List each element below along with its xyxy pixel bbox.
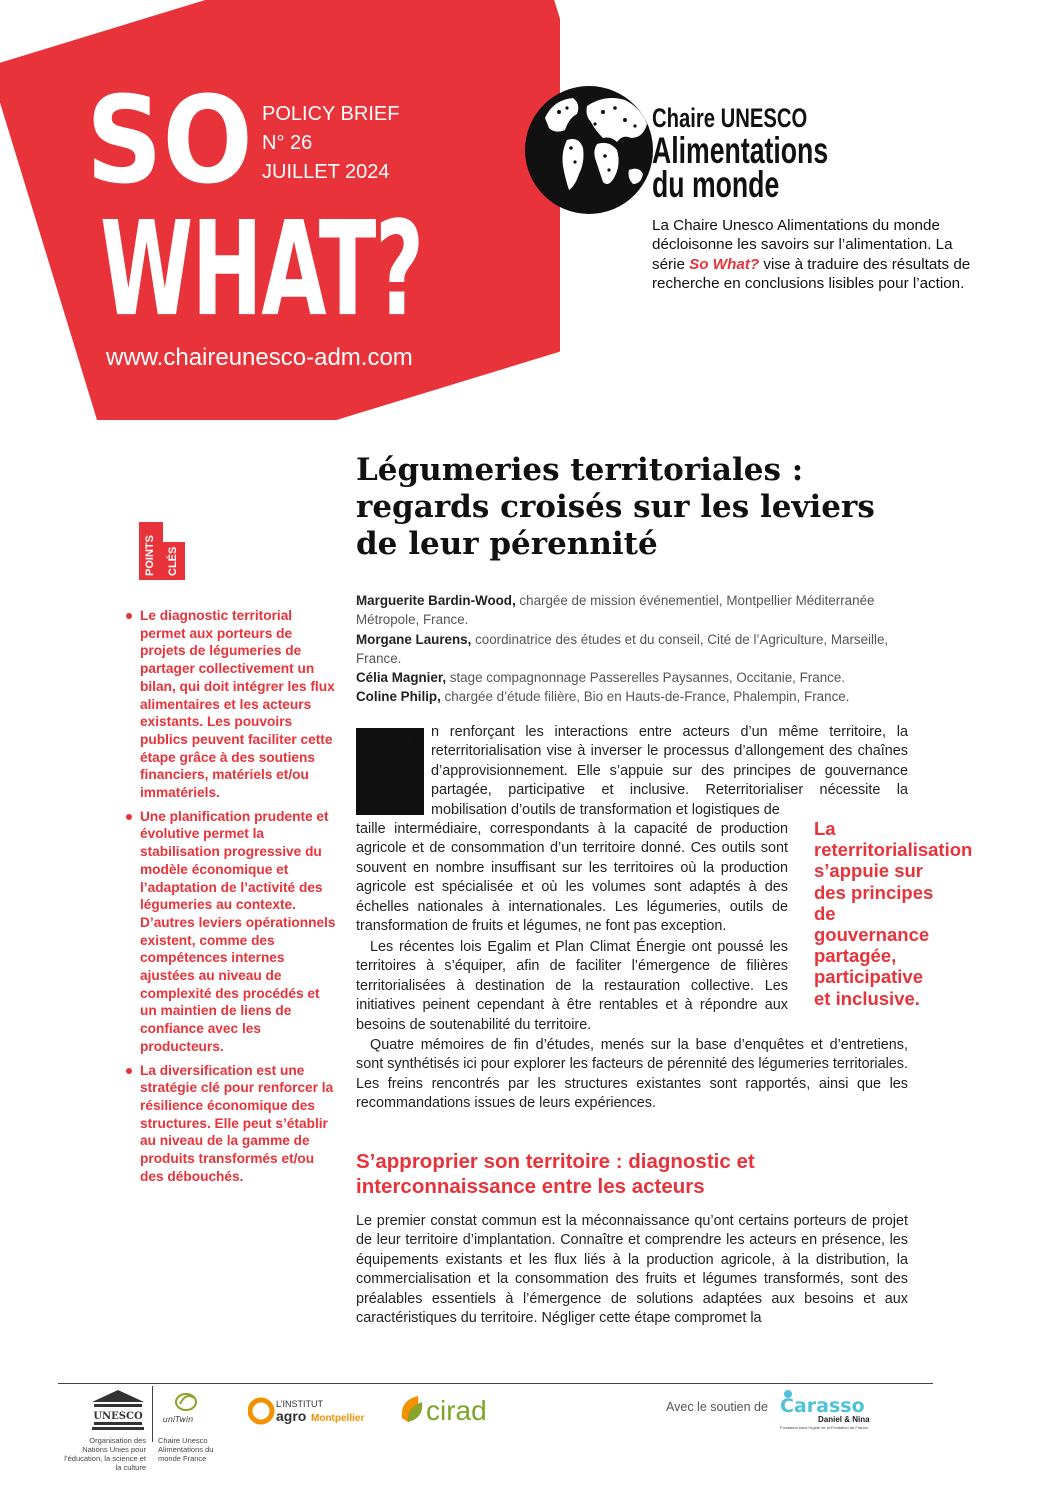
unitwin-caption: Chaire Unesco Alimentations du monde France: [158, 1436, 214, 1463]
support-label: Avec le soutien de: [666, 1400, 768, 1414]
what-word: WHAT?: [100, 193, 423, 346]
author-name: Coline Philip,: [356, 689, 441, 705]
footer-divider: [58, 1383, 933, 1384]
cirad-wordmark: cirad: [426, 1395, 487, 1426]
carasso-logo: [778, 1386, 870, 1432]
institut-line: L’INSTITUT: [276, 1399, 324, 1409]
author-role: chargée d’étude filière, Bio en Hauts-de-France, Phalempin, France.: [440, 689, 850, 705]
author-name: Marguerite Bardin-Wood,: [356, 593, 516, 608]
issue-date: JUILLET 2024: [262, 161, 390, 183]
carasso-caption: Fondation sous l’égide de la Fondation de France: [780, 1425, 868, 1430]
author-entry: [356, 668, 911, 687]
drop-cap: [356, 728, 424, 815]
section-heading: S’approprier son territoire : diagnostic et interconnaissance entre les acteurs: [356, 1150, 755, 1198]
unesco-temple-icon: [86, 1388, 150, 1432]
author-name: Célia Magnier,: [356, 670, 447, 686]
website-link[interactable]: www.chaireunesco-adm.com: [106, 344, 413, 371]
issue-number: N° 26: [262, 132, 313, 154]
key-points-tag-line1: POINTS: [144, 535, 156, 576]
paragraph-studies: Quatre mémoires de fin d’études, menés sur la base d’enquêtes et d’entretiens, sont synthétisés ici pour explorer les facteurs de pérennité des légumeries territoriales. Les freins rencontrés par les structures existantes sont rapportés, ainsi que les recommandations issues de leurs expériences.: [356, 1037, 908, 1112]
author-role: stage compagnonnage Passerelles Paysannes, Occitanie, France.: [446, 670, 846, 686]
intro-series-name: So What?: [689, 255, 760, 273]
author-role: chargée de mission événementiel, Montpellier Méditerranée Métropole, France.: [356, 593, 875, 628]
pull-quote: La reterritorialisation s’appuie sur des principes de gouvernance partagée, participative et inclusive.: [814, 818, 973, 1009]
unitwin-logo: [156, 1388, 216, 1432]
so-word: SO: [86, 69, 253, 211]
intro-text-end: vise à traduire des résultats de recherche en conclusions lisibles pour l’action.: [652, 255, 971, 293]
policy-brief-label: POLICY BRIEF: [262, 103, 400, 125]
footer-logo-separator: [152, 1386, 153, 1442]
author-entry: [356, 591, 911, 630]
key-point-item: Une planification prudente et évolutive permet la stabilisation progressive du modèle économique et l’adaptation de l’activité des légumeries au contexte. D’autres leviers opérationnels existent, comme des compétences internes ajustées au niveau de complexité des procédés et un maintien de liens de confiance avec les producteurs.: [126, 808, 336, 1056]
author-entry: [356, 687, 911, 706]
carasso-wordmark: Carasso: [780, 1395, 865, 1417]
unesco-caption: Organisation des Nations Unies pour l’éducation, la science et la culture: [64, 1436, 146, 1472]
key-point-item: Le diagnostic territorial permet aux porteurs de projets de légumeries de partager collectivement un bilan, qui doit intégrer les flux alimentaires et les acteurs existants. Les pouvoirs publics peuvent faciliter cette étape grâce à des soutiens financiers, matériels et/ou immatériels.: [126, 607, 336, 802]
drop-cap-letter: E: [356, 728, 424, 815]
logo-line1: Chaire UNESCO: [652, 103, 808, 133]
carasso-subtitle: Daniel & Nina: [818, 1415, 870, 1424]
page-title: Légumeries territoriales : regards croisés sur les leviers de leur pérennité: [356, 452, 875, 562]
unitwin-leaf-icon: [156, 1388, 216, 1432]
unesco-wordmark: UNESCO: [93, 1411, 143, 1422]
key-point-item: La diversification est une stratégie clé pour renforcer la résilience économique des structures. Elle peut s’établir au niveau de la gamme de produits transformés et/ou des débouchés.: [126, 1062, 336, 1186]
unesco-logo: [86, 1388, 150, 1437]
key-points-tag-line2: CLÉS: [167, 546, 179, 576]
author-role: coordinatrice des études et du conseil, Cité de l’Agriculture, Marseille, France.: [356, 631, 889, 666]
logo-line2: Alimentations: [652, 130, 829, 171]
institut-agro-logo: [248, 1396, 378, 1426]
author-entry: [356, 630, 911, 669]
paragraph-intro-rest: taille intermédiaire, correspondants à la capacité de production agricole et de consommation d’un territoire donné. Ces outils sont souvent en nombre insuffisant sur les territoires où la production agricole est spécialisée et où les volumes sont adaptés à des échelles nationales à internationales. Les légumeries, outils de transformation de fruits et légumes, ne font pas exception.: [356, 821, 788, 935]
author-name: Morgane Laurens,: [356, 631, 472, 647]
authors-list: [356, 591, 911, 707]
key-points-tag: [139, 522, 187, 580]
institut-agro-word: agro: [276, 1408, 307, 1424]
series-intro: [652, 216, 982, 294]
institut-city: Montpellier: [311, 1413, 365, 1424]
paragraph-intro-lead: n renforçant les interactions entre acteurs d’un même territoire, la reterritorialisation vise à inverser le processus d’allongement des chaînes d’approvisionnement. Elle s’appuie sur des principes de gouvernance partagée, participative et inclusive. Reterritorialiser nécessite la mobilisation d’outils de transformation et logistiques de: [431, 724, 908, 818]
paragraph-territory: Le premier constat commun est la méconnaissance qu’ont certains porteurs de projet de leur territoire d’implantation. Connaître et comprendre les acteurs en présence, les équipements existants et les flux liés à la production agricole, à la distribution, la commercialisation et la consommation des fruits et légumes transformés, sont des préalables essentiels à l’émergence de solutions adaptées aux besoins et aux caractéristiques du territoire. Négliger cette étape compromet la: [356, 1213, 908, 1327]
unitwin-wordmark: uniTwin: [162, 1415, 194, 1424]
cirad-logo: [398, 1392, 498, 1428]
logo-line3: du monde: [652, 164, 780, 205]
globe-icon: [525, 78, 653, 220]
key-points-list: [126, 607, 336, 1192]
institut-agro-ring-icon: [250, 1400, 272, 1422]
paragraph-laws: Les récentes lois Egalim et Plan Climat Énergie ont poussé les territoires à s’équiper, afin de faciliter l’émergence de filières territorialisées à destination de la restauration collective. Les initiatives peinent cependant à être rentables et à répondre aux besoins de soutenabilité du territoire.: [356, 939, 788, 1033]
intro-text-start: La Chaire Unesco Alimentations du monde décloisonne les savoirs sur l’alimentation. La série: [652, 217, 953, 273]
